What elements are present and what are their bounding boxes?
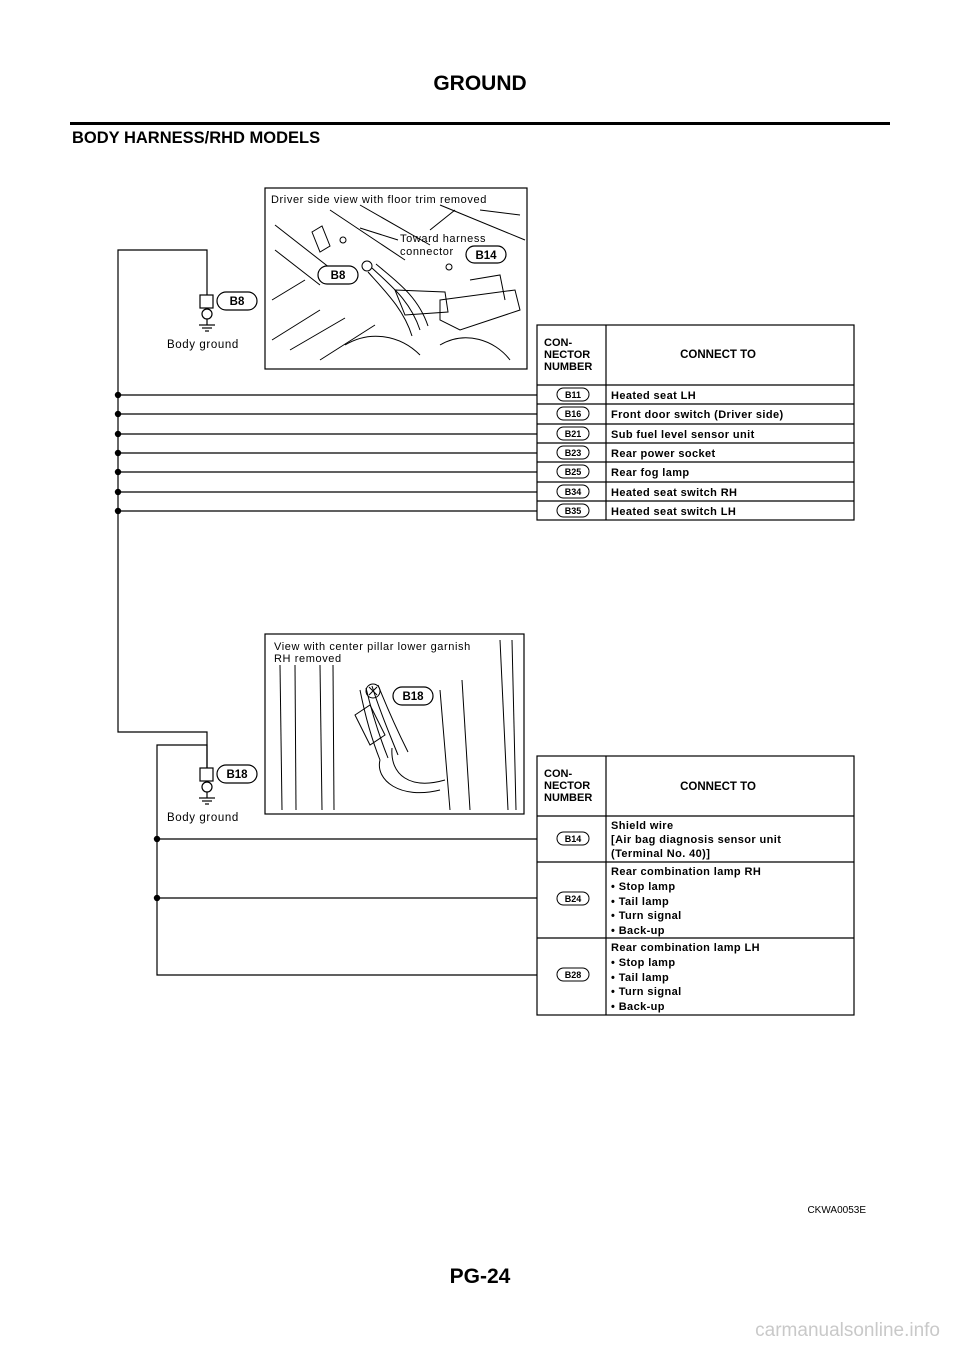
lower-th-connector-3: NUMBER — [544, 792, 593, 804]
lower-row-line: • Turn signal — [611, 986, 682, 998]
upper-view-caption: Driver side view with floor trim removed — [271, 194, 487, 206]
upper-row — [557, 427, 755, 441]
upper-row-connect-to: Heated seat switch RH — [611, 487, 738, 499]
toward-label-line2: connector — [400, 246, 454, 258]
upper-row-connector: B11 — [564, 390, 582, 400]
upper-row-connect-to: Rear power socket — [611, 448, 716, 460]
upper-th-connector-3: NUMBER — [544, 361, 593, 373]
upper-row-connector: B34 — [564, 487, 582, 497]
lower-row-line: • Stop lamp — [611, 881, 676, 893]
page-number: PG-24 — [449, 1265, 511, 1288]
ground-link-wire — [118, 512, 207, 768]
upper-row — [557, 504, 736, 518]
upper-row-connector: B35 — [564, 506, 582, 516]
upper-th-connector-2: NECTOR — [544, 349, 591, 361]
upper-th-connect-to: CONNECT TO — [680, 349, 756, 361]
upper-row-connect-to: Heated seat switch LH — [611, 506, 737, 518]
upper-row-connect-to: Rear fog lamp — [611, 467, 690, 479]
upper-row-connector: B25 — [564, 467, 582, 477]
upper-row-connector: B23 — [564, 448, 582, 458]
page-title: GROUND — [433, 72, 527, 95]
b8-ground-label: B8 — [229, 296, 245, 308]
lower-row-line: [Air bag diagnosis sensor unit — [611, 834, 782, 846]
view-b18-label: B18 — [402, 691, 424, 703]
lower-th-connect-to: CONNECT TO — [680, 781, 756, 793]
lower-row — [557, 942, 760, 1013]
upper-row-connector: B16 — [564, 409, 582, 419]
lower-row-line: • Stop lamp — [611, 957, 676, 969]
watermark: carmanualsonline.info — [755, 1320, 940, 1341]
lower-row-line: • Back-up — [611, 925, 665, 937]
lower-th-connector-1: CON- — [544, 768, 573, 780]
lower-row-connector: B24 — [564, 894, 582, 904]
b18-ground-label: B18 — [226, 769, 248, 781]
upper-row-connector: B21 — [564, 429, 582, 439]
lower-view-caption-line1: View with center pillar lower garnish — [274, 641, 471, 653]
lower-row-line: (Terminal No. 40)] — [611, 848, 711, 860]
upper-row-connect-to: Heated seat LH — [611, 390, 697, 402]
upper-body-ground-label: Body ground — [167, 339, 239, 351]
lower-row-line: • Tail lamp — [611, 972, 670, 984]
upper-row — [557, 446, 716, 460]
lower-row — [557, 820, 781, 860]
lower-row-line: • Turn signal — [611, 910, 682, 922]
upper-row — [557, 485, 737, 499]
upper-th-connector-1: CON- — [544, 337, 573, 349]
lower-row-connector: B28 — [564, 970, 582, 980]
lower-row-line: • Tail lamp — [611, 896, 670, 908]
section-title: BODY HARNESS/RHD MODELS — [72, 129, 321, 147]
upper-row — [557, 388, 696, 402]
upper-ground-symbol — [118, 250, 215, 512]
upper-row — [557, 465, 690, 479]
lower-th-connector-2: NECTOR — [544, 780, 591, 792]
lower-row — [557, 866, 761, 937]
upper-row — [557, 407, 784, 421]
lower-row-line: Shield wire — [611, 820, 674, 832]
lower-view-caption-line2: RH removed — [274, 653, 342, 665]
lower-row-line: • Back-up — [611, 1001, 665, 1013]
view-b8-label: B8 — [330, 270, 346, 282]
upper-row-connect-to: Front door switch (Driver side) — [611, 409, 784, 421]
toward-label-line1: Toward harness — [400, 233, 487, 245]
upper-view-illustration — [265, 188, 527, 369]
lower-wires — [154, 836, 537, 900]
figure-code: CKWA0053E — [807, 1205, 866, 1216]
lower-row-connector: B14 — [564, 834, 582, 844]
lower-row-line: Rear combination lamp RH — [611, 866, 762, 878]
toward-connector-label: B14 — [475, 250, 497, 262]
lower-row-line: Rear combination lamp LH — [611, 942, 760, 954]
lower-body-ground-label: Body ground — [167, 812, 239, 824]
upper-row-connect-to: Sub fuel level sensor unit — [611, 429, 755, 441]
upper-wires — [115, 392, 537, 513]
